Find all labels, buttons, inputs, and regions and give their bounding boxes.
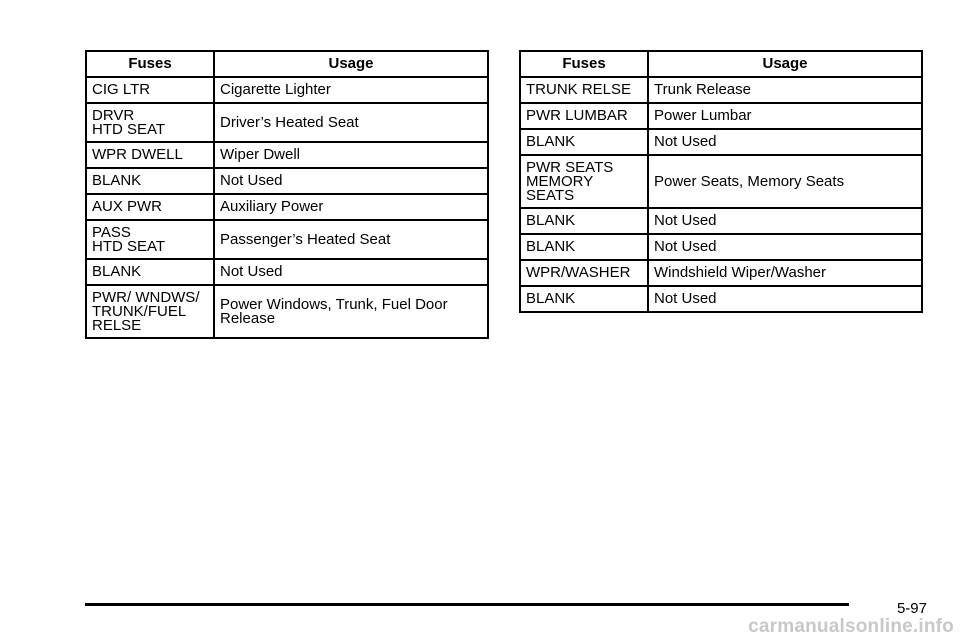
- usage-cell: Power Lumbar: [648, 103, 922, 129]
- usage-cell: Driver’s Heated Seat: [214, 103, 488, 142]
- table-row: [86, 194, 488, 220]
- table-row: [86, 103, 488, 142]
- usage-cell: Not Used: [214, 168, 488, 194]
- fuse-cell: TRUNK RELSE: [520, 77, 648, 103]
- header-fuses: Fuses: [86, 51, 214, 77]
- fuse-cell: WPR/WASHER: [520, 260, 648, 286]
- fuse-table-right: [519, 50, 923, 313]
- table-header-row: [86, 51, 488, 77]
- watermark: carmanualsonline.info: [748, 616, 954, 637]
- usage-cell: Not Used: [648, 286, 922, 312]
- table-row: [86, 168, 488, 194]
- fuse-cell: PWR LUMBAR: [520, 103, 648, 129]
- usage-cell: Not Used: [648, 208, 922, 234]
- fuse-cell: BLANK: [86, 259, 214, 285]
- table-row: [86, 77, 488, 103]
- usage-cell: Not Used: [214, 259, 488, 285]
- fuse-cell: AUX PWR: [86, 194, 214, 220]
- usage-cell: Passenger’s Heated Seat: [214, 220, 488, 259]
- fuse-cell: BLANK: [86, 168, 214, 194]
- usage-cell: Auxiliary Power: [214, 194, 488, 220]
- usage-cell: Trunk Release: [648, 77, 922, 103]
- table-row: [520, 234, 922, 260]
- usage-cell: Not Used: [648, 129, 922, 155]
- table-row: [520, 103, 922, 129]
- header-fuses: Fuses: [520, 51, 648, 77]
- table-row: [86, 142, 488, 168]
- table-row: [86, 285, 488, 338]
- fuse-cell: BLANK: [520, 286, 648, 312]
- fuse-cell: WPR DWELL: [86, 142, 214, 168]
- table-row: [86, 220, 488, 259]
- table-row: [520, 77, 922, 103]
- table-row: [86, 259, 488, 285]
- table-row: [520, 260, 922, 286]
- footer-rule: [85, 603, 849, 606]
- usage-cell: Not Used: [648, 234, 922, 260]
- fuse-cell: PWR/ WNDWS/ TRUNK/FUEL RELSE: [86, 285, 214, 338]
- usage-cell: Windshield Wiper/Washer: [648, 260, 922, 286]
- fuse-cell: BLANK: [520, 208, 648, 234]
- usage-cell: Wiper Dwell: [214, 142, 488, 168]
- usage-cell: Cigarette Lighter: [214, 77, 488, 103]
- table-row: [520, 286, 922, 312]
- page-number: 5-97: [896, 600, 927, 617]
- fuse-cell: PWR SEATS MEMORY SEATS: [520, 155, 648, 208]
- fuse-cell: BLANK: [520, 234, 648, 260]
- usage-cell: Power Seats, Memory Seats: [648, 155, 922, 208]
- fuse-cell: CIG LTR: [86, 77, 214, 103]
- fuse-cell: DRVR HTD SEAT: [86, 103, 214, 142]
- header-usage: Usage: [214, 51, 488, 77]
- usage-cell: Power Windows, Trunk, Fuel Door Release: [214, 285, 488, 338]
- table-header-row: [520, 51, 922, 77]
- fuse-cell: PASS HTD SEAT: [86, 220, 214, 259]
- header-usage: Usage: [648, 51, 922, 77]
- table-row: [520, 208, 922, 234]
- fuse-cell: BLANK: [520, 129, 648, 155]
- fuse-table-left: [85, 50, 489, 339]
- table-row: [520, 155, 922, 208]
- table-row: [520, 129, 922, 155]
